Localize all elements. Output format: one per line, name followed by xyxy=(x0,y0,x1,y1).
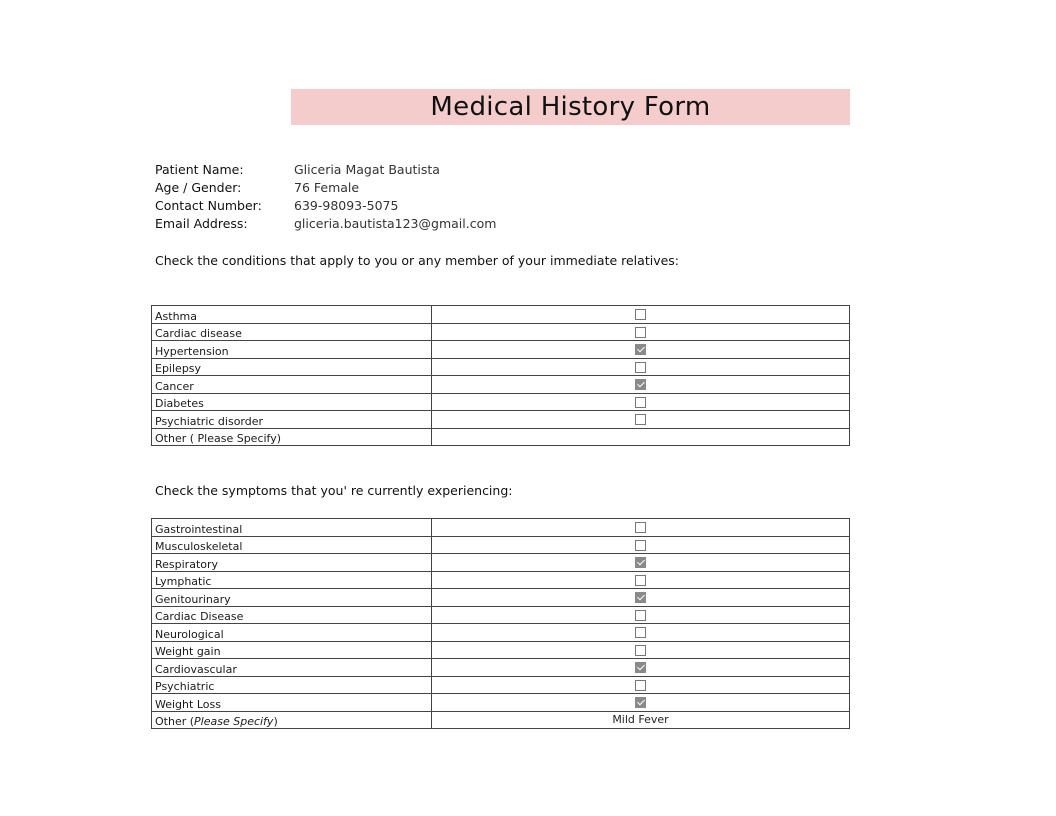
symptom-checkbox[interactable] xyxy=(635,645,646,656)
symptom-label: Weight Loss xyxy=(152,694,432,712)
age-gender-value[interactable]: 76 Female xyxy=(294,180,360,195)
symptom-checkbox-cell xyxy=(432,554,850,572)
symptom-checkbox-cell xyxy=(432,519,850,537)
symptom-checkbox-cell xyxy=(432,641,850,659)
symptom-label: Gastrointestinal xyxy=(152,519,432,537)
condition-row xyxy=(152,323,850,341)
condition-checkbox-cell xyxy=(432,306,850,324)
symptom-row xyxy=(152,589,850,607)
symptoms-prompt: Check the symptoms that you' re currently experiencing: xyxy=(155,483,513,498)
symptom-checkbox[interactable] xyxy=(635,680,646,691)
condition-label: Cardiac disease xyxy=(152,323,432,341)
symptom-checkbox[interactable] xyxy=(635,522,646,533)
email-address-value[interactable]: gliceria.bautista123@gmail.com xyxy=(294,216,497,231)
condition-row xyxy=(152,411,850,429)
symptom-row xyxy=(152,606,850,624)
symptom-row xyxy=(152,694,850,712)
symptom-label: Weight gain xyxy=(152,641,432,659)
symptom-row xyxy=(152,641,850,659)
condition-row xyxy=(152,306,850,324)
symptom-other-label-prefix: Other ( xyxy=(155,715,195,728)
symptom-label: Respiratory xyxy=(152,554,432,572)
condition-checkbox-cell xyxy=(432,341,850,359)
symptom-other-value: Mild Fever xyxy=(612,713,669,727)
condition-row xyxy=(152,393,850,411)
patient-name-row xyxy=(155,161,496,179)
symptom-checkbox[interactable] xyxy=(635,610,646,621)
symptom-other-label-italic: Please Specify xyxy=(194,715,274,728)
condition-checkbox[interactable] xyxy=(635,344,646,355)
condition-label: Hypertension xyxy=(152,341,432,359)
symptom-other-label xyxy=(152,711,432,729)
condition-other-row xyxy=(152,428,850,446)
patient-info xyxy=(155,161,496,233)
symptom-checkbox-cell xyxy=(432,571,850,589)
condition-checkbox-cell xyxy=(432,358,850,376)
title-band xyxy=(291,89,850,125)
symptom-label: Musculoskeletal xyxy=(152,536,432,554)
symptom-checkbox-cell xyxy=(432,694,850,712)
condition-checkbox-cell xyxy=(432,411,850,429)
symptom-row xyxy=(152,554,850,572)
symptom-label: Cardiovascular xyxy=(152,659,432,677)
symptom-row xyxy=(152,659,850,677)
symptom-label: Neurological xyxy=(152,624,432,642)
symptom-other-row xyxy=(152,711,850,729)
condition-checkbox[interactable] xyxy=(635,309,646,320)
condition-label: Cancer xyxy=(152,376,432,394)
symptom-checkbox-cell xyxy=(432,676,850,694)
condition-checkbox[interactable] xyxy=(635,362,646,373)
symptom-checkbox[interactable] xyxy=(635,592,646,603)
symptom-row xyxy=(152,571,850,589)
patient-name-value[interactable]: Gliceria Magat Bautista xyxy=(294,162,440,177)
condition-other-input[interactable] xyxy=(432,428,850,446)
age-gender-row xyxy=(155,179,496,197)
condition-checkbox-cell xyxy=(432,323,850,341)
symptom-checkbox-cell xyxy=(432,589,850,607)
symptom-checkbox-cell xyxy=(432,624,850,642)
condition-checkbox-cell xyxy=(432,376,850,394)
symptom-row xyxy=(152,676,850,694)
symptom-label: Lymphatic xyxy=(152,571,432,589)
condition-checkbox[interactable] xyxy=(635,379,646,390)
contact-number-label: Contact Number: xyxy=(155,198,262,213)
condition-row xyxy=(152,341,850,359)
symptom-checkbox[interactable] xyxy=(635,662,646,673)
age-gender-label: Age / Gender: xyxy=(155,180,242,195)
symptom-checkbox[interactable] xyxy=(635,697,646,708)
symptom-checkbox[interactable] xyxy=(635,540,646,551)
conditions-prompt: Check the conditions that apply to you or any member of your immediate relatives: xyxy=(155,253,680,268)
email-address-label: Email Address: xyxy=(155,216,248,231)
symptom-checkbox[interactable] xyxy=(635,627,646,638)
condition-label: Psychiatric disorder xyxy=(152,411,432,429)
condition-label: Diabetes xyxy=(152,393,432,411)
patient-name-label: Patient Name: xyxy=(155,162,244,177)
symptom-checkbox[interactable] xyxy=(635,575,646,586)
condition-checkbox-cell xyxy=(432,393,850,411)
condition-checkbox[interactable] xyxy=(635,327,646,338)
condition-row xyxy=(152,376,850,394)
symptoms-table xyxy=(151,518,850,729)
symptom-checkbox-cell xyxy=(432,659,850,677)
symptom-row xyxy=(152,519,850,537)
symptom-label: Genitourinary xyxy=(152,589,432,607)
condition-row xyxy=(152,358,850,376)
condition-label: Asthma xyxy=(152,306,432,324)
symptom-row xyxy=(152,624,850,642)
form-title: Medical History Form xyxy=(430,92,711,122)
symptom-checkbox[interactable] xyxy=(635,557,646,568)
symptom-label: Cardiac Disease xyxy=(152,606,432,624)
contact-number-row xyxy=(155,197,496,215)
symptom-other-input[interactable] xyxy=(432,711,850,729)
condition-other-label: Other ( Please Specify) xyxy=(152,428,432,446)
contact-number-value[interactable]: 639-98093-5075 xyxy=(294,198,399,213)
symptom-checkbox-cell xyxy=(432,536,850,554)
condition-label: Epilepsy xyxy=(152,358,432,376)
symptom-other-label-suffix: ) xyxy=(273,715,278,728)
condition-checkbox[interactable] xyxy=(635,414,646,425)
condition-checkbox[interactable] xyxy=(635,397,646,408)
email-address-row xyxy=(155,215,496,233)
conditions-table xyxy=(151,305,850,446)
symptom-row xyxy=(152,536,850,554)
symptom-checkbox-cell xyxy=(432,606,850,624)
symptom-label: Psychiatric xyxy=(152,676,432,694)
